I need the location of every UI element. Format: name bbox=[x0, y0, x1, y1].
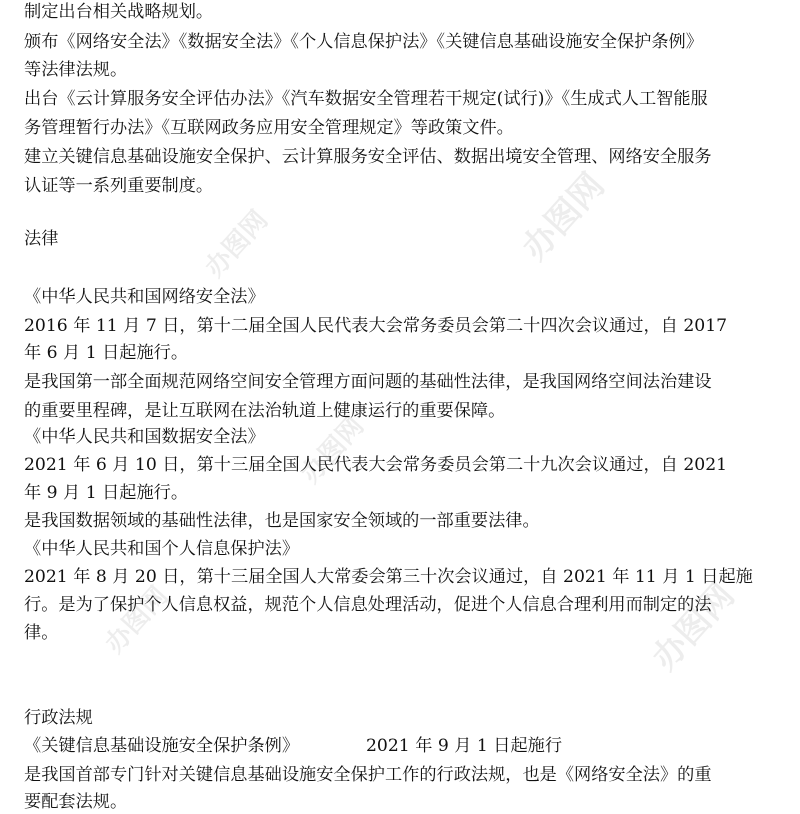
law-title: 《中华人民共和国数据安全法》 bbox=[24, 427, 265, 447]
regulation-title: 《关键信息基础设施安全保护条例》 bbox=[24, 736, 300, 756]
watermark: 办图网 bbox=[99, 581, 175, 660]
section-heading-law: 法律 bbox=[24, 229, 59, 249]
regulation-description-line: 是我国首部专门针对关键信息基础设施安全保护工作的行政法规，也是《网络安全法》的重 bbox=[24, 765, 712, 785]
law-passage-line: 行。是为了保护个人信息权益，规范个人信息处理活动，促进个人信息合理利用而制定的法 bbox=[24, 595, 712, 615]
intro-line: 务管理暂行办法》《互联网政务应用安全管理规定》等政策文件。 bbox=[24, 118, 514, 138]
law-passage-line: 2016 年 11 月 7 日，第十二届全国人民代表大会常务委员会第二十四次会议通过，自 2017 bbox=[24, 316, 728, 336]
law-passage-line: 年 6 月 1 日起施行。 bbox=[24, 343, 189, 363]
law-passage-line: 2021 年 8 月 20 日，第十三届全国人大常委会第三十次会议通过，自 2021 年 11 月 1 日起施 bbox=[24, 567, 753, 587]
intro-line: 等法律法规。 bbox=[24, 60, 128, 80]
regulation-effective-date: 2021 年 9 月 1 日起施行 bbox=[366, 736, 563, 756]
law-passage-line: 律。 bbox=[24, 623, 59, 643]
intro-line: 颁布《网络安全法》《数据安全法》《个人信息保护法》《关键信息基础设施安全保护条例》 bbox=[24, 32, 703, 52]
intro-line: 制定出台相关战略规划。 bbox=[24, 2, 214, 22]
law-description-line: 的重要里程碑，是让互联网在法治轨道上健康运行的重要保障。 bbox=[24, 401, 506, 421]
law-description-line: 是我国第一部全面规范网络空间安全管理方面问题的基础性法律，是我国网络空间法治建设 bbox=[24, 372, 712, 392]
watermark: 办图网 bbox=[514, 165, 613, 269]
law-description-line: 是我国数据领域的基础性法律，也是国家安全领域的一部重要法律。 bbox=[24, 511, 540, 531]
law-passage-line: 2021 年 6 月 10 日，第十三届全国人民代表大会常务委员会第二十九次会议通过，自 2021 bbox=[24, 455, 728, 475]
intro-line: 建立关键信息基础设施安全保护、云计算服务安全评估、数据出境安全管理、网络安全服务 bbox=[24, 147, 712, 167]
section-heading-admin-regulations: 行政法规 bbox=[24, 708, 93, 728]
intro-line: 出台《云计算服务安全评估办法》《汽车数据安全管理若干规定(试行)》《生成式人工智能服 bbox=[24, 89, 708, 109]
law-title: 《中华人民共和国网络安全法》 bbox=[24, 287, 265, 307]
intro-line: 认证等一系列重要制度。 bbox=[24, 176, 214, 196]
law-title: 《中华人民共和国个人信息保护法》 bbox=[24, 539, 300, 559]
watermark: 办图网 bbox=[199, 205, 275, 284]
law-passage-line: 年 9 月 1 日起施行。 bbox=[24, 483, 189, 503]
regulation-description-line: 要配套法规。 bbox=[24, 792, 128, 812]
watermark: 办图网 bbox=[644, 575, 743, 679]
watermark: 办图网 bbox=[295, 411, 371, 490]
